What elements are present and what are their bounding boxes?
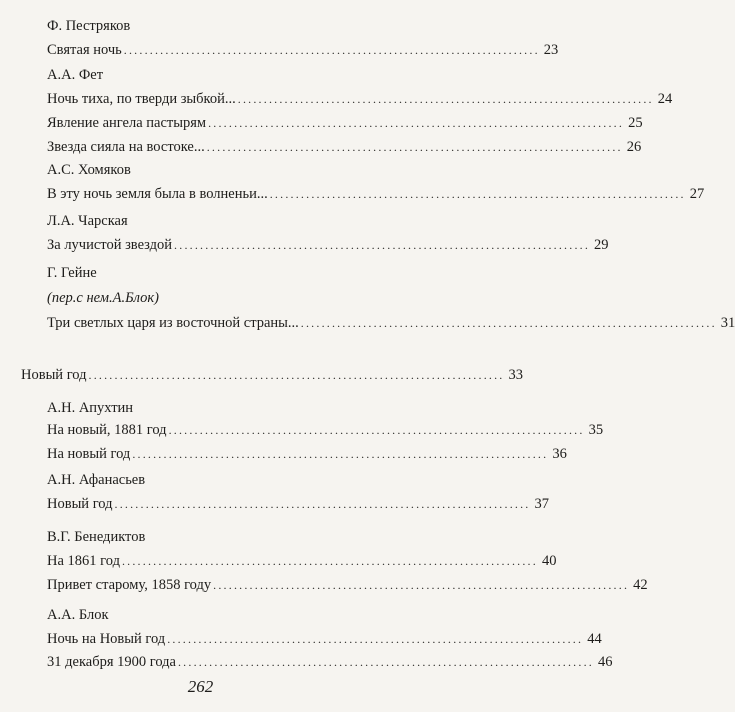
entry-page-number: 42	[633, 577, 648, 593]
toc-entry	[47, 138, 642, 156]
dot-leader: ................................................................................	[300, 316, 717, 330]
dot-leader: ................................................................................	[174, 238, 591, 252]
entry-page-number: 40	[541, 553, 557, 569]
entry-title: На новый, 1881 год	[47, 422, 167, 438]
entry-title: Новый год	[47, 496, 113, 512]
entry-title: В эту ночь земля была в волненьи...	[47, 186, 268, 202]
entry-title: Явление ангела пастырям	[47, 115, 207, 131]
toc-entry	[47, 421, 604, 439]
author-name: В.Г. Бенедиктов	[47, 529, 146, 545]
toc-entry	[47, 576, 648, 594]
entry-page-number: 24	[657, 91, 673, 107]
dot-leader: ................................................................................	[269, 187, 686, 201]
dot-leader: ................................................................................	[177, 655, 594, 669]
author-name: А.С. Хомяков	[47, 162, 131, 178]
entry-page-number: 23	[543, 42, 559, 58]
author-name: А.А. Фет	[47, 67, 104, 83]
entry-title: Ночь тиха, по тверди зыбкой...	[47, 91, 236, 107]
entry-page-number: 26	[626, 139, 642, 155]
entry-page-number: 36	[552, 446, 567, 462]
entry-page-number: 46	[597, 654, 613, 670]
translator-note: (пер.с нем.А.Блок)	[47, 290, 159, 306]
toc-entry	[47, 90, 673, 108]
dot-leader: ................................................................................	[206, 140, 623, 154]
entry-title: 31 декабря 1900 года	[47, 654, 176, 670]
author-name: А.Н. Апухтин	[47, 400, 134, 416]
dot-leader: ................................................................................	[88, 368, 505, 382]
entry-title: На 1861 год	[47, 553, 120, 569]
toc-entry	[47, 41, 559, 59]
toc-entry	[47, 495, 549, 513]
toc-entry	[47, 114, 643, 132]
entry-page-number: 37	[534, 496, 549, 512]
toc-entry	[47, 185, 705, 203]
dot-leader: ................................................................................	[114, 497, 531, 511]
toc-entry	[47, 314, 735, 332]
toc-entry	[47, 445, 567, 463]
entry-page-number: 31	[720, 315, 735, 331]
entry-title: За лучистой звездой	[47, 237, 173, 253]
dot-leader: ................................................................................	[208, 116, 625, 130]
page-number: 262	[187, 677, 214, 696]
dot-leader: ................................................................................	[167, 632, 584, 646]
toc-entry	[47, 552, 557, 570]
author-name: А.А. Блок	[47, 607, 109, 623]
entry-page-number: 33	[508, 367, 523, 383]
toc-entry	[47, 630, 602, 648]
entry-title: Привет старому, 1858 году	[47, 577, 212, 593]
author-name: Л.А. Чарская	[47, 213, 128, 229]
entry-title: Святая ночь	[47, 42, 122, 58]
section-title: Новый год	[21, 367, 87, 383]
entry-page-number: 29	[594, 237, 609, 253]
entry-title: Звезда сияла на востоке...	[47, 139, 205, 155]
toc-entry	[47, 236, 609, 254]
dot-leader: ................................................................................	[123, 43, 540, 57]
dot-leader: ................................................................................	[237, 92, 654, 106]
entry-title: На новый год	[47, 446, 131, 462]
entry-page-number: 25	[628, 115, 643, 131]
author-name: Ф. Пестряков	[47, 18, 131, 34]
entry-page-number: 35	[588, 422, 604, 438]
dot-leader: ................................................................................	[168, 423, 585, 437]
entry-title: Ночь на Новый год	[47, 631, 166, 647]
dot-leader: ................................................................................	[132, 447, 549, 461]
toc-entry	[47, 653, 613, 671]
author-name: А.Н. Афанасьев	[47, 472, 146, 488]
dot-leader: ................................................................................	[121, 554, 538, 568]
entry-title: Три светлых царя из восточной страны...	[47, 315, 299, 331]
entry-page-number: 44	[587, 631, 602, 647]
author-name: Г. Гейне	[47, 265, 97, 281]
entry-page-number: 27	[689, 186, 705, 202]
section-heading	[21, 366, 523, 384]
dot-leader: ................................................................................	[213, 578, 630, 592]
